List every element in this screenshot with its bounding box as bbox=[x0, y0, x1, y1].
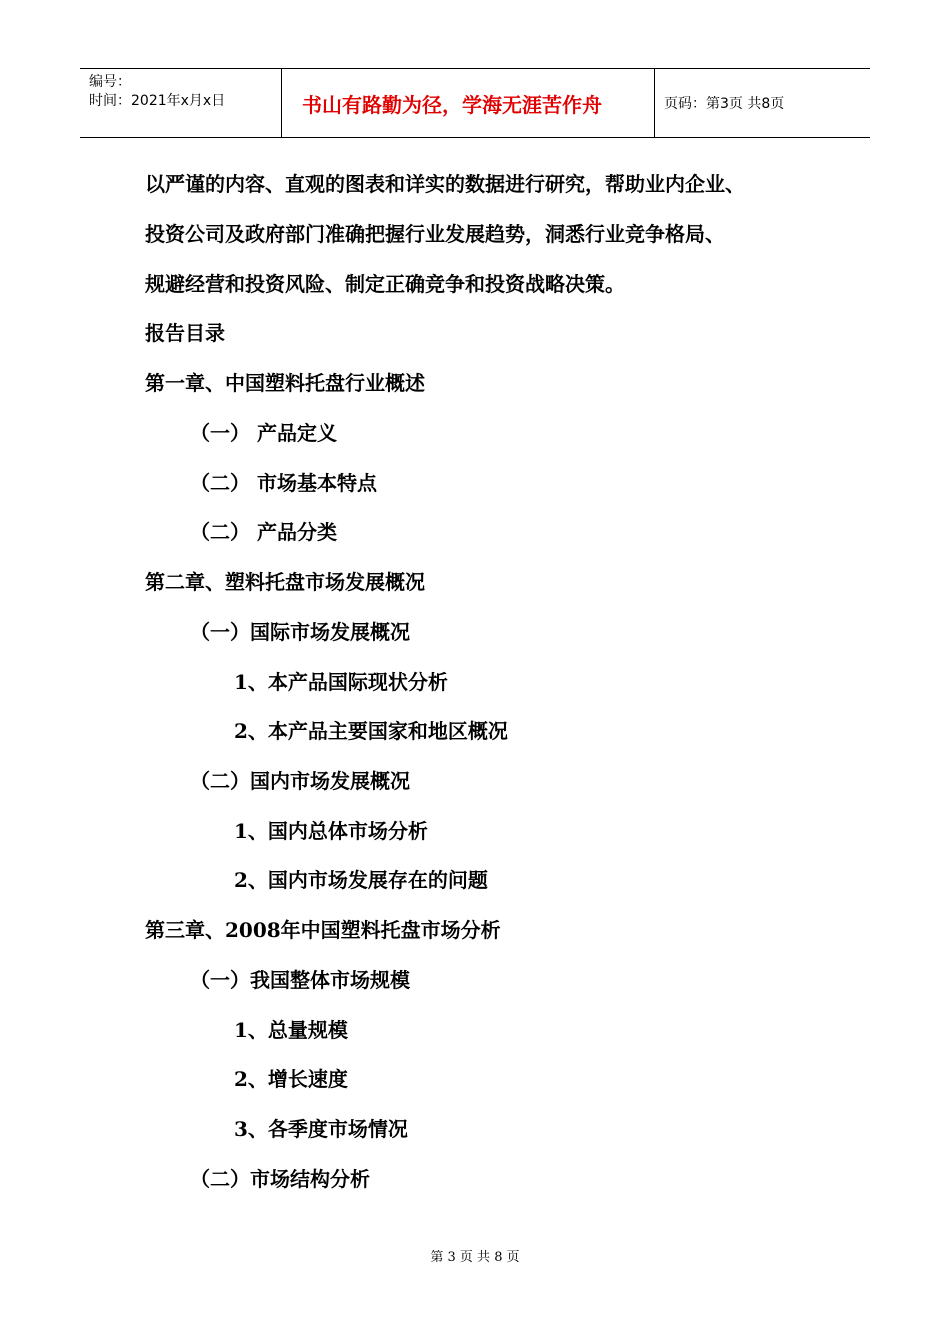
page-header bbox=[80, 68, 870, 138]
toc-section: （二） 产品分类 bbox=[190, 520, 337, 544]
header-left-cell bbox=[80, 69, 282, 137]
toc-chapter: 第三章、2008年中国塑料托盘市场分析 bbox=[145, 918, 501, 942]
toc-subsection: 1、本产品国际现状分析 bbox=[234, 670, 448, 694]
toc-section: （一）我国整体市场规模 bbox=[190, 968, 410, 992]
toc-chapter: 第二章、塑料托盘市场发展概况 bbox=[145, 570, 425, 594]
toc-section: （二） 市场基本特点 bbox=[190, 471, 377, 495]
intro-line: 投资公司及政府部门准确把握行业发展趋势，洞悉行业竞争格局、 bbox=[145, 222, 725, 246]
toc-section: （二）市场结构分析 bbox=[190, 1167, 370, 1191]
intro-line: 规避经营和投资风险、制定正确竞争和投资战略决策。 bbox=[145, 272, 625, 296]
toc-section: （一） 产品定义 bbox=[190, 421, 337, 445]
header-motto: 书山有路勤为径，学海无涯苦作舟 bbox=[282, 69, 655, 137]
toc-subsection: 1、国内总体市场分析 bbox=[234, 819, 428, 843]
toc-title: 报告目录 bbox=[145, 321, 225, 345]
toc-subsection: 2、国内市场发展存在的问题 bbox=[234, 868, 488, 892]
page-footer: 第 3 页 共 8 页 bbox=[430, 1250, 520, 1265]
toc-section: （二）国内市场发展概况 bbox=[190, 769, 410, 793]
number-label: 编号： bbox=[89, 74, 131, 90]
toc-section: （一）国际市场发展概况 bbox=[190, 620, 410, 644]
toc-subsection: 1、总量规模 bbox=[234, 1018, 348, 1042]
toc-chapter: 第一章、中国塑料托盘行业概述 bbox=[145, 371, 425, 395]
header-page-info: 页码：第3页 共8页 bbox=[664, 96, 785, 112]
time-label: 时间：2021年x月x日 bbox=[89, 93, 226, 109]
toc-subsection: 2、增长速度 bbox=[234, 1067, 348, 1091]
toc-subsection: 2、本产品主要国家和地区概况 bbox=[234, 719, 508, 743]
intro-line: 以严谨的内容、直观的图表和详实的数据进行研究，帮助业内企业、 bbox=[145, 172, 745, 196]
toc-subsection: 3、各季度市场情况 bbox=[234, 1117, 408, 1141]
